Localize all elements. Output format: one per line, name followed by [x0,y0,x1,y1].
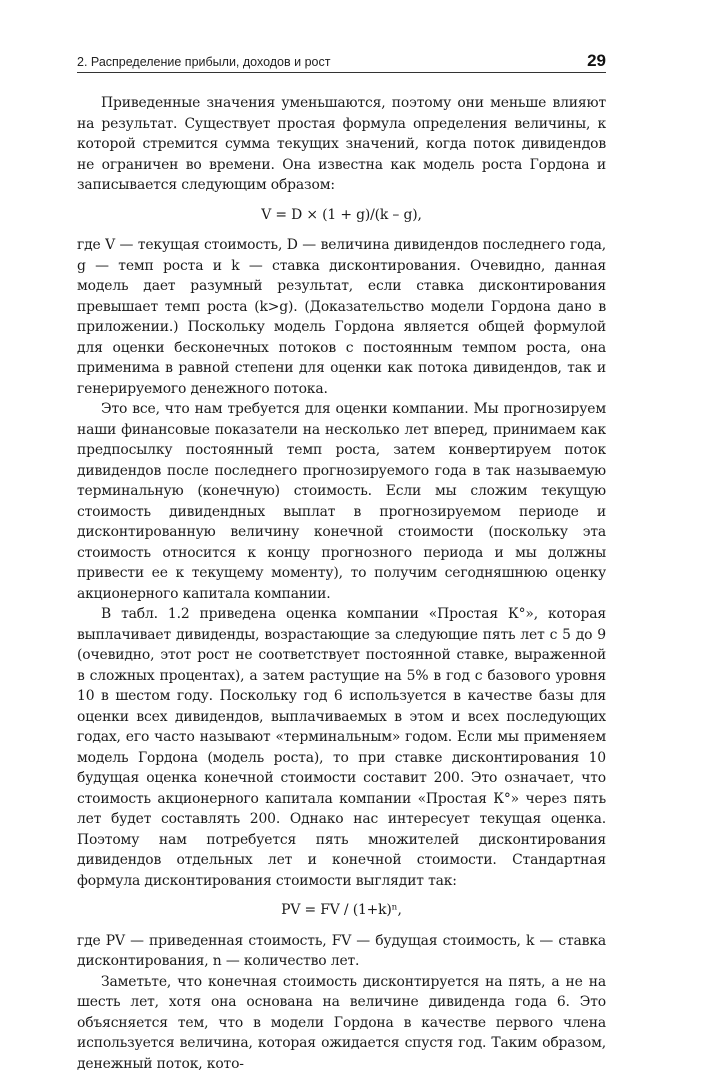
gordon-formula: V = D × (1 + g)/(k – g), [77,205,606,226]
paragraph-table-example: В табл. 1.2 приведена оценка компании «Простая К°», которая выплачивает дивиденды, возрастающие за следующие пять лет с 5 до 9 (очевидно, этот рост не соответствует постоянной ставке, выраженной в сложных процентах), а затем растущие на 5% в год с базового уровня 10 в шестом году. Поскольку год 6 используется в качестве базы для оценки всех дивидендов, выплачиваемых в этом и всех последующих годах, его часто называют «терминальным» годом. Если мы применяем модель Гордона (модель роста), то при ставке дисконтирования 10 будущая оценка конечной стоимости составит 200. Это означает, что стоимость акционерного капитала компании «Простая К°» через пять лет будет составлять 200. Однако нас интересует текущая оценка. Поэтому нам потребуется пять множителей дисконтирования дивидендов отдельных лет и конечной стоимости. Стандартная формула дисконтирования стоимости выглядит так: [77,604,606,891]
paragraph-terminal-note: Заметьте, что конечная стоимость дисконтируется на пять, а не на шесть лет, хотя она основана на величине дивиденда года 6. Это объясняется тем, что в модели Гордона в качестве первого члена используется величина, которая ожидается спустя год. Таким образом, денежный поток, кото- [77,972,606,1074]
paragraph-intro: Приведенные значения уменьшаются, поэтому они меньше влияют на результат. Существует простая формула определения величины, к которой стремится сумма текущих значений, когда поток дивидендов не ограничен во времени. Она известна как модель роста Гордона и записывается следующим образом: [77,93,606,196]
paragraph-definitions: где V — текущая стоимость, D — величина дивидендов последнего года, g — темп роста и k — ставка дисконтирования. Очевидно, данная модель дает разумный результат, если ставка дисконтирования превышает темп роста (k>g). (Доказательство модели Гордона дано в приложении.) Поскольку модель Гордона является общей формулой для оценки бесконечных потоков с постоянным темпом роста, она применима в равной степени для оценки как потока дивидендов, так и генерируемого денежного потока. [77,235,606,399]
page-number: 29 [587,51,606,72]
section-title: 2. Распределение прибыли, доходов и рост [77,55,330,72]
body-text [77,93,606,1074]
paragraph-pv-definitions: где PV — приведенная стоимость, FV — будущая стоимость, k — ставка дисконтирования, n — количество лет. [77,931,606,972]
paragraph-valuation: Это все, что нам требуется для оценки компании. Мы прогнозируем наши финансовые показатели на несколько лет вперед, принимаем как предпосылку постоянный темп роста, затем конвертируем поток дивидендов после последнего прогнозируемого года в так называемую терминальную (конечную) стоимость. Если мы сложим текущую стоимость дивидендных выплат в прогнозируемом периоде и дисконтированную величину конечной стоимости (поскольку эта стоимость относится к концу прогнозного периода и мы должны привести ее к текущему моменту), то получим сегодняшнюю оценку акционерного капитала компании. [77,399,606,604]
discount-formula: PV = FV / (1+k)ⁿ, [77,900,606,921]
running-header [77,50,606,73]
